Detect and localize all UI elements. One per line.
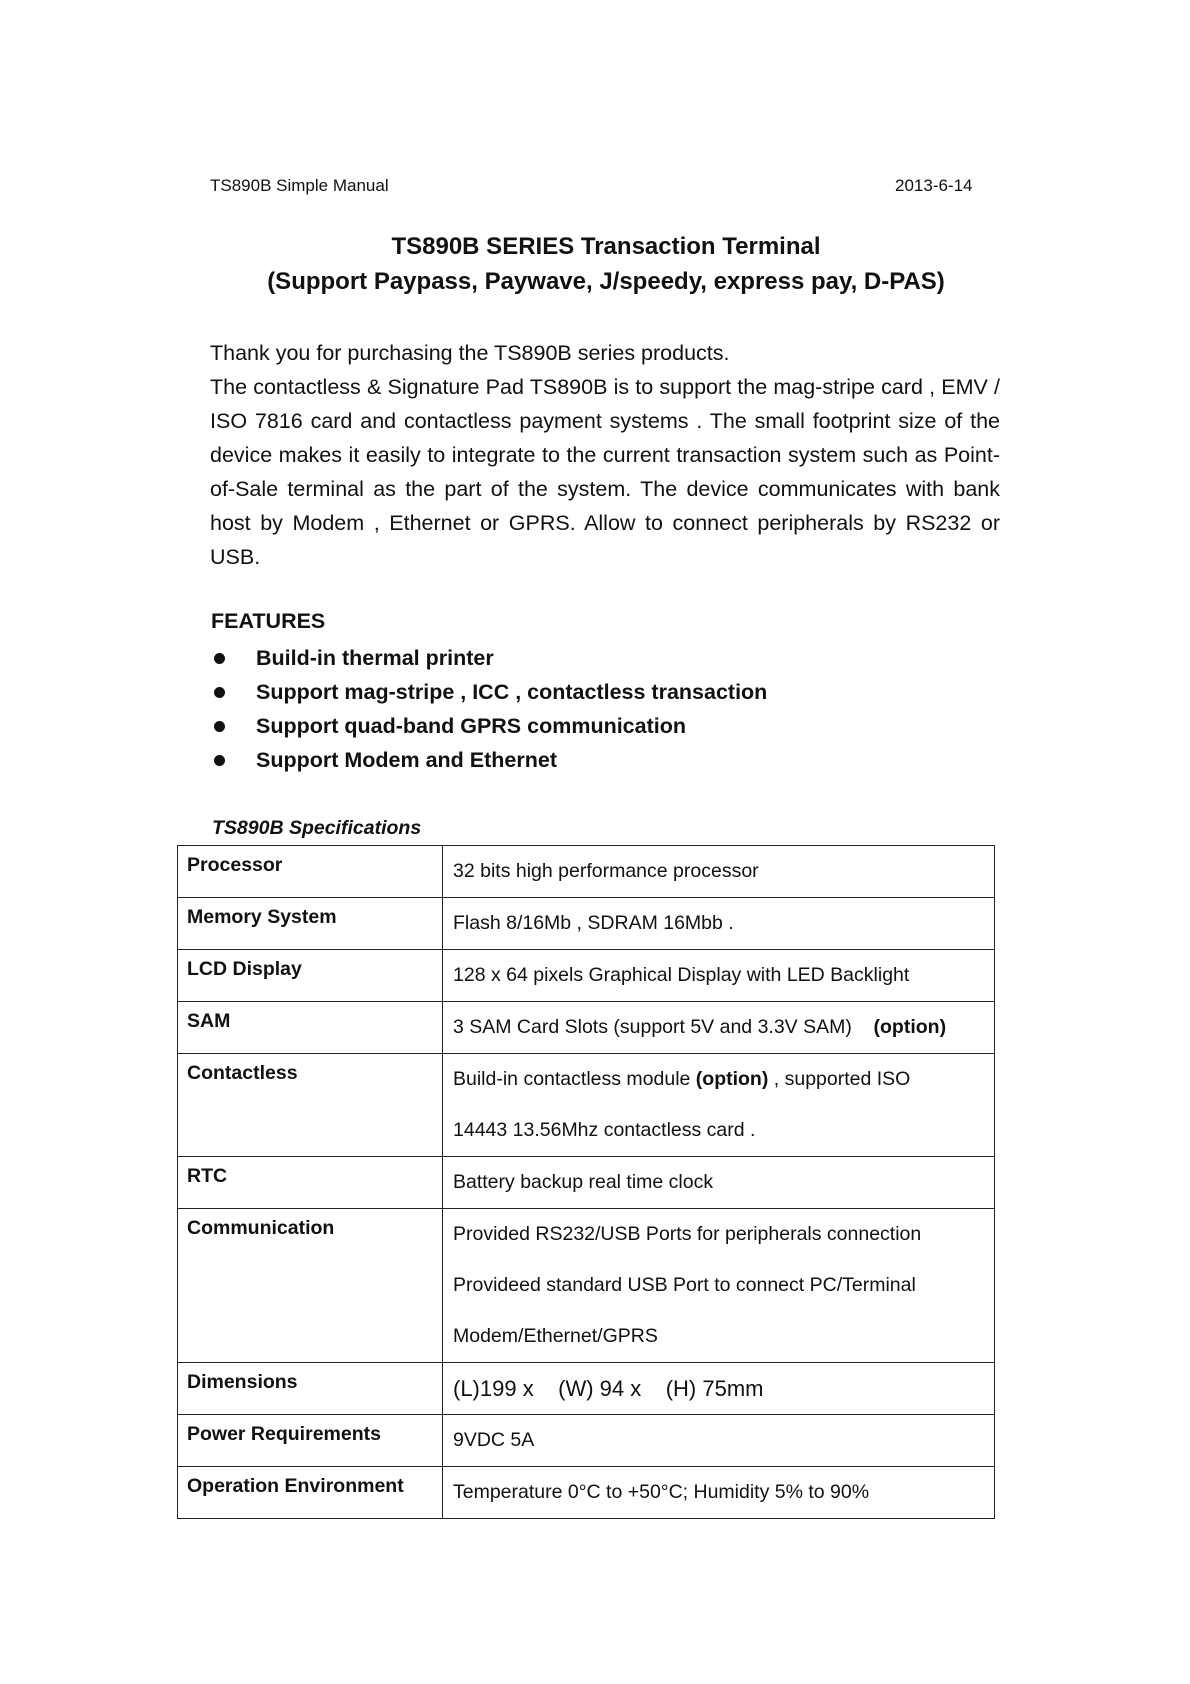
feature-label: Support mag-stripe , ICC , contactless transaction xyxy=(256,680,768,704)
spec-value-line: (L)199 x (W) 94 x (H) 75mm xyxy=(453,1376,764,1401)
feature-item xyxy=(210,709,767,743)
header-date: 2013-6-14 xyxy=(895,176,973,195)
features-heading: FEATURES xyxy=(211,609,326,633)
bullet-icon xyxy=(214,755,225,766)
table-row xyxy=(178,1209,995,1363)
spec-value-text: Build-in contactless module xyxy=(453,1068,696,1090)
intro-section xyxy=(210,336,1000,574)
spec-value xyxy=(443,846,995,898)
feature-item xyxy=(210,743,767,777)
table-row xyxy=(178,1002,995,1054)
spec-value-line: 9VDC 5A xyxy=(453,1429,535,1451)
header-document-name: TS890B Simple Manual xyxy=(210,176,389,195)
bullet-icon xyxy=(214,653,225,664)
table-row xyxy=(178,1054,995,1157)
spec-value-line: Modem/Ethernet/GPRS xyxy=(453,1325,658,1347)
table-row xyxy=(178,950,995,1002)
spec-value-line: Provided RS232/USB Ports for peripherals connection xyxy=(453,1223,922,1245)
table-row xyxy=(178,898,995,950)
spec-value-line: Temperature 0°C to +50°C; Humidity 5% to 90% xyxy=(453,1481,870,1503)
spec-key: Processor xyxy=(178,846,443,898)
spec-value-text: , supported ISO xyxy=(768,1068,911,1090)
table-row xyxy=(178,1415,995,1467)
spec-value-line xyxy=(453,1054,994,1105)
intro-thanks: Thank you for purchasing the TS890B series products. xyxy=(210,341,730,365)
table-row xyxy=(178,1157,995,1209)
spec-key: Contactless xyxy=(178,1054,443,1157)
option-label: (option) xyxy=(873,1016,947,1038)
spec-value-line: Flash 8/16Mb , SDRAM 16Mbb . xyxy=(453,912,734,934)
bullet-icon xyxy=(214,687,225,698)
specifications-table xyxy=(177,845,995,1519)
spec-value xyxy=(443,1209,995,1363)
feature-item xyxy=(210,641,767,675)
spec-value xyxy=(443,1363,995,1415)
spec-key: LCD Display xyxy=(178,950,443,1002)
spec-key: SAM xyxy=(178,1002,443,1054)
spec-value xyxy=(443,898,995,950)
spec-value xyxy=(443,1415,995,1467)
spec-value xyxy=(443,1157,995,1209)
spec-key: Power Requirements xyxy=(178,1415,443,1467)
spec-value-line: Battery backup real time clock xyxy=(453,1171,714,1193)
features-list xyxy=(210,641,767,777)
feature-label: Support Modem and Ethernet xyxy=(256,748,557,772)
option-label: (option) xyxy=(695,1068,769,1090)
spec-value-line: 32 bits high performance processor xyxy=(453,860,759,882)
specifications-caption: TS890B Specifications xyxy=(212,817,422,839)
table-row xyxy=(178,1467,995,1519)
feature-label: Support quad-band GPRS communication xyxy=(256,714,686,738)
spec-value xyxy=(443,1002,995,1054)
spec-value-line: Provideed standard USB Port to connect PC/Terminal xyxy=(453,1274,916,1296)
spec-value-line: 14443 13.56Mhz contactless card . xyxy=(453,1119,756,1141)
spec-key: Dimensions xyxy=(178,1363,443,1415)
spec-key: Memory System xyxy=(178,898,443,950)
spec-value xyxy=(443,1467,995,1519)
spec-key: Operation Environment xyxy=(178,1467,443,1519)
page-title: TS890B SERIES Transaction Terminal xyxy=(391,233,821,260)
feature-item xyxy=(210,675,767,709)
spec-value-line xyxy=(453,1002,994,1053)
table-row xyxy=(178,846,995,898)
table-row xyxy=(178,1363,995,1415)
feature-label: Build-in thermal printer xyxy=(256,646,494,670)
spec-value-text: 3 SAM Card Slots (support 5V and 3.3V SAM) xyxy=(453,1016,852,1038)
intro-body: The contactless & Signature Pad TS890B is to support the mag-stripe card , EMV / ISO 7816 card and contactless payment systems . The small footprint size of the device makes it easily to integrate to the current transaction system such as Point-of-Sale terminal as the part of the system. The device communicates with bank host by Modem , Ethernet or GPRS. Allow to connect peripherals by RS232 or USB. xyxy=(210,375,1000,569)
bullet-icon xyxy=(214,721,225,732)
spec-value xyxy=(443,950,995,1002)
spec-key: Communication xyxy=(178,1209,443,1363)
spec-value xyxy=(443,1054,995,1157)
spec-key: RTC xyxy=(178,1157,443,1209)
spec-value-line: 128 x 64 pixels Graphical Display with LED Backlight xyxy=(453,964,910,986)
page-subtitle: (Support Paypass, Paywave, J/speedy, express pay, D-PAS) xyxy=(267,268,945,295)
